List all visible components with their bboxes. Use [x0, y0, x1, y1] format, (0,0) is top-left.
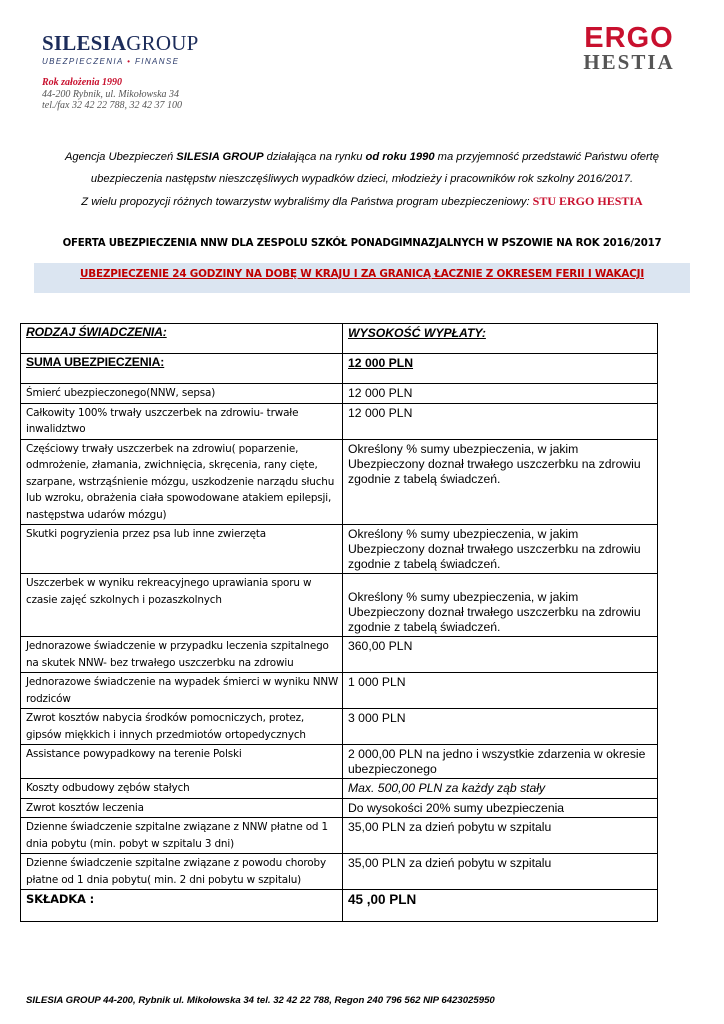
benefit-payout: 12 000 PLN	[343, 384, 658, 404]
table-row	[21, 525, 658, 574]
founded-year: Rok założenia 1990	[42, 77, 123, 88]
silesia-logo-tagline: UBEZPIECZENIA • FINANSE	[42, 57, 180, 66]
company-address: 44-200 Rybnik, ul. Mikołowska 34	[42, 88, 180, 100]
benefit-payout: 35,00 PLN za dzień pobytu w szpitalu	[343, 854, 658, 890]
intro-line-2: ubezpieczenia następstw nieszczęśliwych wypadków dzieci, młodzieży i pracowników rok szkolny 2016/2017.	[90, 173, 634, 185]
table-row	[21, 818, 658, 854]
table-row	[21, 673, 658, 709]
benefit-name: Assistance powypadkowy na terenie Polski	[21, 745, 343, 779]
benefit-payout: 12 000 PLN	[343, 403, 658, 439]
intro-line-1: Agencja Ubezpieczeń SILESIA GROUP działająca na rynku od roku 1990 ma przyjemność przedstawić Państwu ofertę	[64, 151, 660, 163]
hestia-wordmark: HESTIA	[583, 50, 675, 74]
benefit-payout: 360,00 PLN	[343, 637, 658, 673]
table-row	[21, 854, 658, 890]
footer-contact: SILESIA GROUP 44-200, Rybnik ul. Mikołowska 34 tel. 32 42 22 788, Regon 240 796 562 NIP 6423025950	[26, 995, 495, 1006]
table-row	[21, 384, 658, 404]
table-row	[21, 574, 658, 637]
intro-line-3: Z wielu propozycji różnych towarzystw wybraliśmy dla Państwa program ubezpieczeniowy: STU ERGO HESTIA	[81, 194, 643, 208]
table-row	[21, 403, 658, 439]
benefit-name: Koszty odbudowy zębów stałych	[21, 779, 343, 799]
table-row	[21, 779, 658, 799]
table-row	[21, 709, 658, 745]
header-payout: WYSOKOŚĆ WYPŁATY:	[343, 324, 658, 354]
table-row	[21, 798, 658, 818]
benefit-name: Skutki pogryzienia przez psa lub inne zwierzęta	[21, 525, 343, 574]
offer-title: OFERTA UBEZPIECZENIA NNW DLA ZESPOLU SZKÓŁ PONADGIMNAZJALNYCH W PSZOWIE NA ROK 2016/2017	[62, 238, 662, 249]
benefit-name: Dzienne świadczenie szpitalne związane z NNW płatne od 1 dnia pobytu (min. pobyt w szpitalu 3 dni)	[21, 818, 343, 854]
table-row	[21, 439, 658, 525]
table-row	[21, 637, 658, 673]
table-row	[21, 745, 658, 779]
benefit-payout: Określony % sumy ubezpieczenia, w jakim Ubezpieczony doznał trwałego uszczerbku na zdrowiu zgodnie z tabelą świadczeń.	[343, 574, 658, 637]
benefit-name: Częściowy trwały uszczerbek na zdrowiu( poparzenie, odmrożenie, złamania, zwichnięcia, skręcenia, rany cięte, szarpane, wstrząśnienie mózgu, uszkodzenie narządu słuchu lub wzroku, obrażenia ciała spowodowane atakiem epilepsji, następstwa udarów mózgu)	[21, 439, 343, 525]
premium-row	[21, 890, 658, 922]
benefit-payout: 3 000 PLN	[343, 709, 658, 745]
table-header-row	[21, 324, 658, 354]
benefit-name: Dzienne świadczenie szpitalne związane z powodu choroby płatne od 1 dnia pobytu( min. 2 dni pobytu w szpitalu)	[21, 854, 343, 890]
benefit-payout: Określony % sumy ubezpieczenia, w jakim Ubezpieczony doznał trwałego uszczerbku na zdrowiu zgodnie z tabelą świadczeń.	[343, 525, 658, 574]
benefit-payout: Do wysokości 20% sumy ubezpieczenia	[343, 798, 658, 818]
coverage-band	[34, 263, 690, 293]
header-benefit-type: RODZAJ ŚWIADCZENIA:	[21, 324, 343, 354]
company-phone: tel./fax 32 42 22 788, 32 42 37 100	[42, 100, 182, 111]
benefit-name: Zwrot kosztów leczenia	[21, 798, 343, 818]
benefit-name: Uszczerbek w wyniku rekreacyjnego uprawiania sporu w czasie zajęć szkolnych i pozaszkolnych	[21, 574, 343, 637]
insurer-name: STU ERGO HESTIA	[532, 194, 643, 208]
silesia-group-logo	[42, 32, 212, 66]
premium-label: SKŁADKA :	[21, 890, 343, 922]
sum-insured-label: SUMA UBEZPIECZENIA:	[21, 354, 343, 384]
benefit-payout: Określony % sumy ubezpieczenia, w jakim Ubezpieczony doznał trwałego uszczerbku na zdrowiu zgodnie z tabelą świadczeń.	[343, 439, 658, 525]
coverage-band-text: UBEZPIECZENIE 24 GODZINY NA DOBĘ W KRAJU I ZA GRANICĄ ŁACZNIE Z OKRESEM FERII I WAKACJI	[80, 268, 644, 280]
sum-insured-row	[21, 354, 658, 384]
benefits-table	[20, 323, 658, 922]
benefit-name: Śmierć ubezpieczonego(NNW, sepsa)	[21, 384, 343, 404]
benefit-payout: 2 000,00 PLN na jedno i wszystkie zdarzenia w okresie ubezpieczonego	[343, 745, 658, 779]
premium-value: 45 ,00 PLN	[343, 890, 658, 922]
benefit-name: Zwrot kosztów nabycia środków pomocniczych, protez, gipsów miękkich i innych przedmiotów ortopedycznych	[21, 709, 343, 745]
silesia-logo-wordmark: SILESIAGROUP	[42, 31, 199, 55]
benefit-name: Jednorazowe świadczenie na wypadek śmierci w wyniku NNW rodziców	[21, 673, 343, 709]
benefit-payout: 35,00 PLN za dzień pobytu w szpitalu	[343, 818, 658, 854]
intro-paragraph	[30, 146, 694, 213]
benefit-name: Jednorazowe świadczenie w przypadku leczenia szpitalnego na skutek NNW- bez trwałego uszczerbku na zdrowiu	[21, 637, 343, 673]
company-info	[42, 77, 182, 112]
benefit-name: Całkowity 100% trwały uszczerbek na zdrowiu- trwałe inwalidztwo	[21, 403, 343, 439]
benefit-payout: 1 000 PLN	[343, 673, 658, 709]
ergo-wordmark: ERGO	[584, 22, 674, 54]
benefit-payout: Max. 500,00 PLN za każdy ząb stały	[343, 779, 658, 799]
ergo-hestia-logo	[570, 24, 688, 72]
sum-insured-value: 12 000 PLN	[343, 354, 658, 384]
